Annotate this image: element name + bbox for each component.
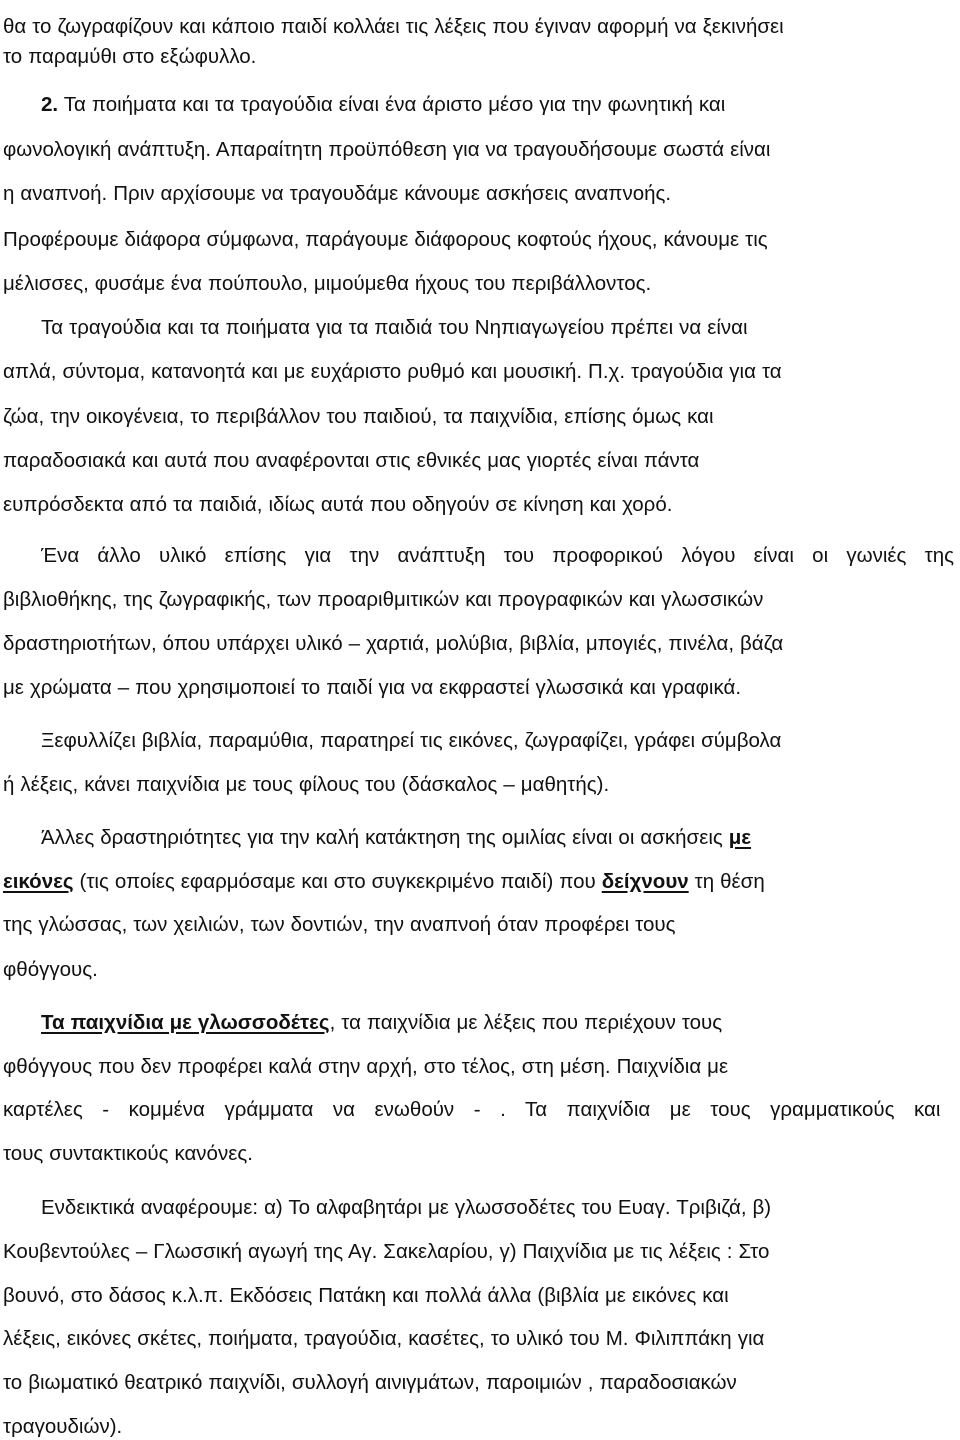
text-line bbox=[3, 958, 98, 982]
text-run: Τα τραγούδια και τα ποιήματα για τα παιδιά του Νηπιαγωγείου πρέπει να είναι bbox=[41, 316, 748, 339]
text-run: λέξεις, εικόνες σκέτες, ποιήματα, τραγούδια, κασέτες, το υλικό του Μ. Φιλιππάκη για bbox=[3, 1327, 765, 1350]
text-run: βουνό, στο δάσος κ.λ.π. Εκδόσεις Πατάκη και πολλά άλλα (βιβλία με εικόνες και bbox=[3, 1284, 729, 1307]
text-line bbox=[3, 632, 783, 656]
underlined-emphasis: εικόνες bbox=[3, 870, 74, 893]
text-run: Άλλες δραστηριότητες για την καλή κατάκτηση της ομιλίας είναι οι ασκήσεις bbox=[41, 826, 729, 849]
text-run: φθόγγους. bbox=[3, 958, 98, 981]
text-line bbox=[3, 1284, 729, 1308]
text-run: ευπρόσδεκτα από τα παιδιά, ιδίως αυτά που οδηγούν σε κίνηση και χορό. bbox=[3, 493, 673, 516]
underlined-emphasis: Τα παιχνίδια με γλωσσοδέτες bbox=[41, 1011, 330, 1034]
text-line bbox=[41, 544, 954, 568]
text-line bbox=[3, 15, 784, 39]
text-run: το παραμύθι στο εξώφυλλο. bbox=[3, 45, 257, 68]
text-run: καρτέλες - κομμένα γράμματα να ενωθούν - . Τα παιχνίδια με τους γραμματικούς και bbox=[3, 1098, 941, 1121]
text-line bbox=[3, 360, 782, 384]
text-line bbox=[3, 1055, 728, 1079]
text-line bbox=[3, 1098, 940, 1122]
text-line bbox=[41, 93, 725, 117]
text-line bbox=[3, 1415, 122, 1439]
text-line bbox=[3, 182, 671, 206]
text-run: φωνολογική ανάπτυξη. Απαραίτητη προϋπόθεση για να τραγουδήσουμε σωστά είναι bbox=[3, 138, 771, 161]
text-line bbox=[3, 870, 765, 894]
text-line bbox=[3, 773, 609, 797]
text-run: , τα παιχνίδια με λέξεις που περιέχουν τους bbox=[329, 1011, 723, 1034]
text-line bbox=[3, 676, 741, 700]
text-run: παραδοσιακά και αυτά που αναφέρονται στις εθνικές μας γιορτές είναι πάντα bbox=[3, 449, 700, 472]
text-run: Ξεφυλλίζει βιβλία, παραμύθια, παρατηρεί τις εικόνες, ζωγραφίζει, γράφει σύμβολα bbox=[41, 729, 782, 752]
text-run: Κουβεντούλες – Γλωσσική αγωγή της Αγ. Σακελαρίου, γ) Παιχνίδια με τις λέξεις : Στο bbox=[3, 1240, 770, 1263]
text-run: Ένα άλλο υλικό επίσης για την ανάπτυξη του προφορικού λόγου είναι οι γωνιές της bbox=[41, 544, 954, 567]
text-run: Τα ποιήματα και τα τραγούδια είναι ένα άριστο μέσο για την φωνητική και bbox=[58, 93, 726, 116]
text-line bbox=[41, 316, 748, 340]
text-line bbox=[3, 449, 699, 473]
text-line bbox=[3, 493, 672, 517]
text-run: της γλώσσας, των χειλιών, των δοντιών, την αναπνοή όταν προφέρει τους bbox=[3, 913, 676, 936]
text-run: η αναπνοή. Πριν αρχίσουμε να τραγουδάμε κάνουμε ασκήσεις αναπνοής. bbox=[3, 182, 672, 205]
text-line bbox=[3, 588, 763, 612]
text-run: βιβλιοθήκης, της ζωγραφικής, των προαριθμιτικών και προγραφικών και γλωσσικών bbox=[3, 588, 764, 611]
text-run: (τις οποίες εφαρμόσαμε και στο συγκεκριμένο παιδί) που bbox=[73, 870, 602, 893]
text-run: θα το ζωγραφίζουν και κάποιο παιδί κολλάει τις λέξεις που έγιναν αφορμή να ξεκινήσει bbox=[3, 15, 784, 38]
text-run: ή λέξεις, κάνει παιχνίδια με τους φίλους του (δάσκαλος – μαθητής). bbox=[3, 773, 610, 796]
text-line bbox=[3, 1371, 737, 1395]
text-run: φθόγγους που δεν προφέρει καλά στην αρχή, στο τέλος, στη μέση. Παιχνίδια με bbox=[3, 1055, 729, 1078]
text-line bbox=[3, 1240, 769, 1264]
text-run: μέλισσες, φυσάμε ένα πούπουλο, μιμούμεθα ήχους του περιβάλλοντος. bbox=[3, 272, 652, 295]
underlined-emphasis: με bbox=[728, 826, 752, 849]
text-run: Προφέρουμε διάφορα σύμφωνα, παράγουμε διάφορους κοφτούς ήχους, κάνουμε τις bbox=[3, 228, 768, 251]
text-run: τραγουδιών). bbox=[3, 1415, 123, 1438]
text-run: τη θέση bbox=[688, 870, 765, 893]
text-line bbox=[41, 826, 751, 850]
text-line bbox=[41, 729, 781, 753]
text-run: με χρώματα – που χρησιμοποιεί το παιδί για να εκφραστεί γλωσσικά και γραφικά. bbox=[3, 676, 742, 699]
text-run: ζώα, την οικογένεια, το περιβάλλον του παιδιού, τα παιχνίδια, επίσης όμως και bbox=[3, 405, 714, 428]
text-line bbox=[3, 272, 651, 296]
underlined-emphasis: δείχνουν bbox=[601, 870, 689, 893]
text-line bbox=[3, 1327, 764, 1351]
text-line bbox=[41, 1196, 771, 1220]
text-run: δραστηριοτήτων, όπου υπάρχει υλικό – χαρτιά, μολύβια, βιβλία, μπογιές, πινέλα, βάζα bbox=[3, 632, 784, 655]
text-line bbox=[3, 913, 675, 937]
text-line bbox=[3, 405, 714, 429]
text-run: το βιωματικό θεατρικό παιχνίδι, συλλογή αινιγμάτων, παροιμιών , παραδοσιακών bbox=[3, 1371, 737, 1394]
text-run: Ενδεικτικά αναφέρουμε: α) Το αλφαβητάρι με γλωσσοδέτες του Ευαγ. Τριβιζά, β) bbox=[41, 1196, 772, 1219]
text-line bbox=[3, 228, 768, 252]
text-line bbox=[3, 138, 770, 162]
text-run: απλά, σύντομα, κατανοητά και με ευχάριστο ρυθμό και μουσική. Π.χ. τραγούδια για τα bbox=[3, 360, 782, 383]
list-number: 2. bbox=[41, 93, 59, 116]
text-line bbox=[3, 45, 256, 69]
text-run: τους συντακτικούς κανόνες. bbox=[3, 1142, 253, 1165]
text-line bbox=[3, 1142, 253, 1166]
text-line bbox=[41, 1011, 722, 1035]
